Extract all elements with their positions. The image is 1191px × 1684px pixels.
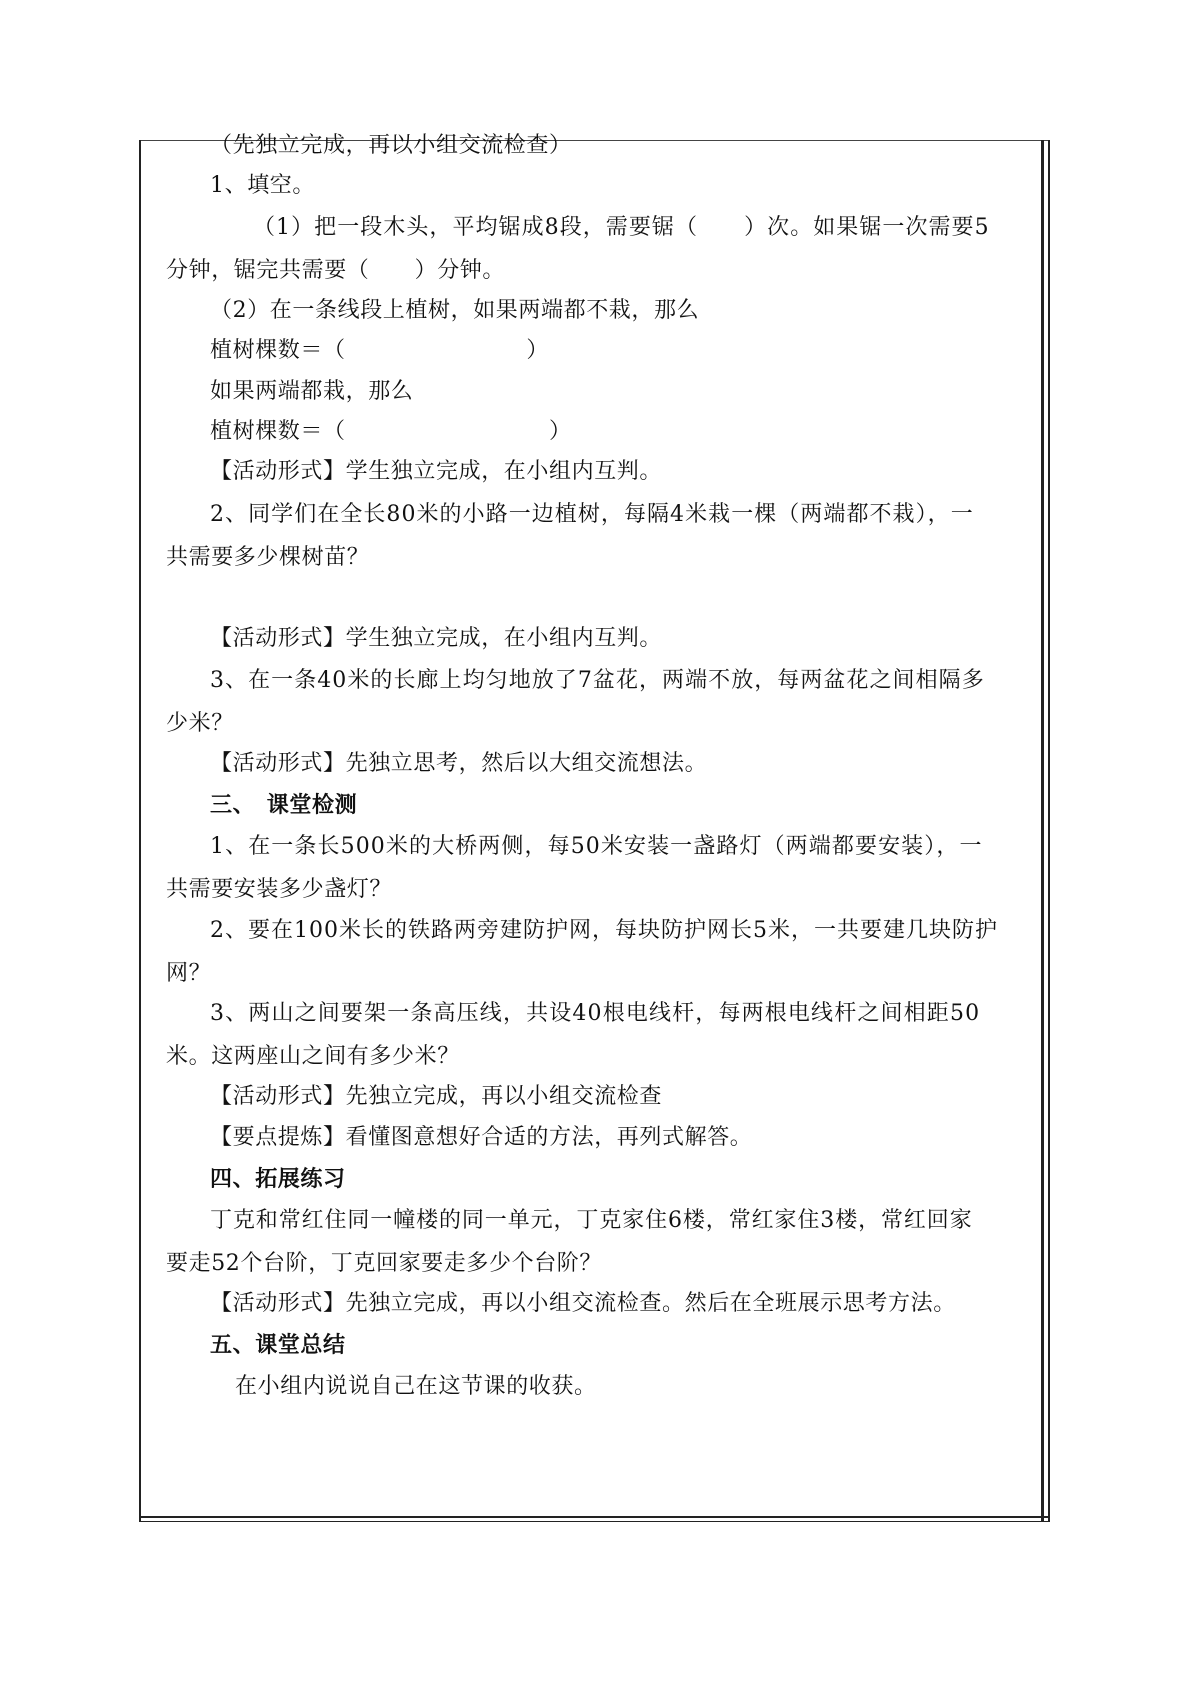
frame-right-border-inner bbox=[1041, 140, 1044, 1522]
test-question-3-line-1: 3、两山之间要架一条高压线，共设40根电线杆，每两根电线杆之间相距50 bbox=[210, 1001, 981, 1026]
frame-bottom-border-outer bbox=[139, 1521, 1050, 1522]
extension-question-line-1: 丁克和常红住同一幢楼的同一单元，丁克家住6楼，常红家住3楼，常红回家 bbox=[210, 1208, 973, 1233]
question-1-2-line-2: 如果两端都栽，那么 bbox=[210, 379, 414, 404]
question-2-line-2: 共需要多少棵树苗？ bbox=[166, 545, 370, 570]
test-question-1-line-2: 共需要安装多少盏灯？ bbox=[166, 877, 393, 902]
section-5-heading: 五、课堂总结 bbox=[210, 1332, 346, 1358]
test-question-2-line-1: 2、要在100米长的铁路两旁建防护网，每块防护网长5米，一共要建几块防护 bbox=[210, 918, 998, 943]
frame-bottom-border-inner bbox=[139, 1516, 1050, 1518]
activity-form-1: 【活动形式】学生独立完成，在小组内互判。 bbox=[210, 459, 663, 484]
test-question-2-line-2: 网？ bbox=[166, 961, 212, 986]
test-question-1-line-1: 1、在一条长500米的大桥两侧，每50米安装一盏路灯（两端都要安装），一 bbox=[210, 834, 983, 859]
key-point: 【要点提炼】看懂图意想好合适的方法，再列式解答。 bbox=[210, 1125, 753, 1150]
frame-left-border bbox=[139, 140, 141, 1522]
formula-both-ends: 植树棵数＝（ ） bbox=[210, 419, 572, 444]
extension-question-line-2: 要走52个台阶，丁克回家要走多少个台阶？ bbox=[166, 1251, 602, 1276]
section-fill-blank-heading: 1、填空。 bbox=[210, 173, 315, 198]
activity-form-2: 【活动形式】学生独立完成，在小组内互判。 bbox=[210, 626, 663, 651]
section-4-heading: 四、拓展练习 bbox=[210, 1166, 346, 1192]
question-1-1-line-1: （1）把一段木头，平均锯成8段，需要锯（ ）次。如果锯一次需要5 bbox=[253, 215, 990, 240]
question-3-line-1: 3、在一条40米的长廊上均匀地放了7盆花，两端不放，每两盆花之间相隔多 bbox=[210, 668, 985, 693]
summary-line: 在小组内说说自己在这节课的收获。 bbox=[235, 1374, 597, 1399]
section-3-heading: 三、 课堂检测 bbox=[210, 792, 358, 818]
activity-form-5: 【活动形式】先独立完成，再以小组交流检查。然后在全班展示思考方法。 bbox=[210, 1291, 956, 1316]
activity-form-4: 【活动形式】先独立完成，再以小组交流检查 bbox=[210, 1084, 663, 1109]
formula-both-ends-none: 植树棵数＝（ ） bbox=[210, 338, 550, 363]
question-1-1-line-2: 分钟，锯完共需要（ ）分钟。 bbox=[166, 258, 506, 283]
question-1-2-line-1: （2）在一条线段上植树，如果两端都不栽，那么 bbox=[210, 298, 700, 323]
instruction-line: （先独立完成，再以小组交流检查） bbox=[210, 133, 572, 158]
activity-form-3: 【活动形式】先独立思考，然后以大组交流想法。 bbox=[210, 751, 708, 776]
test-question-3-line-2: 米。这两座山之间有多少米？ bbox=[166, 1044, 460, 1069]
frame-right-border-outer bbox=[1048, 140, 1050, 1522]
question-2-line-1: 2、同学们在全长80米的小路一边植树，每隔4米栽一棵（两端都不栽），一 bbox=[210, 502, 974, 527]
question-3-line-2: 少米？ bbox=[166, 711, 234, 736]
